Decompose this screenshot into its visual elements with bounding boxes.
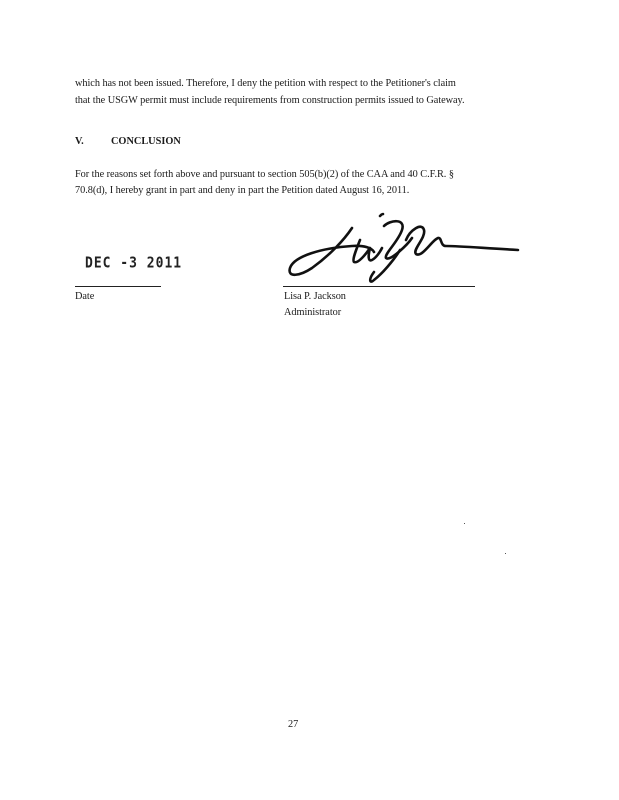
scan-speck (505, 553, 506, 554)
date-stamp: DEC -3 2011 (85, 254, 183, 273)
signer-title: Administrator (284, 307, 342, 318)
body-line-2: that the USGW permit must include requirements from construction permits issued to Gateway. (75, 95, 465, 106)
conclusion-line-2: 70.8(d), I hereby grant in part and deny in part the Petition dated August 16, 2011. (75, 185, 410, 196)
scan-speck (464, 523, 465, 524)
date-label: Date (75, 291, 95, 302)
signer-signature-line (283, 286, 475, 287)
page-number: 27 (288, 719, 299, 730)
section-title: CONCLUSION (111, 136, 181, 147)
date-signature-line (75, 286, 161, 287)
section-number: V. (75, 136, 84, 147)
handwritten-signature (282, 210, 522, 290)
body-line-1: which has not been issued. Therefore, I deny the petition with respect to the Petitioner's claim (75, 78, 456, 89)
conclusion-line-1: For the reasons set forth above and pursuant to section 505(b)(2) of the CAA and 40 C.F.R. § (75, 169, 454, 180)
signer-name: Lisa P. Jackson (284, 291, 346, 302)
